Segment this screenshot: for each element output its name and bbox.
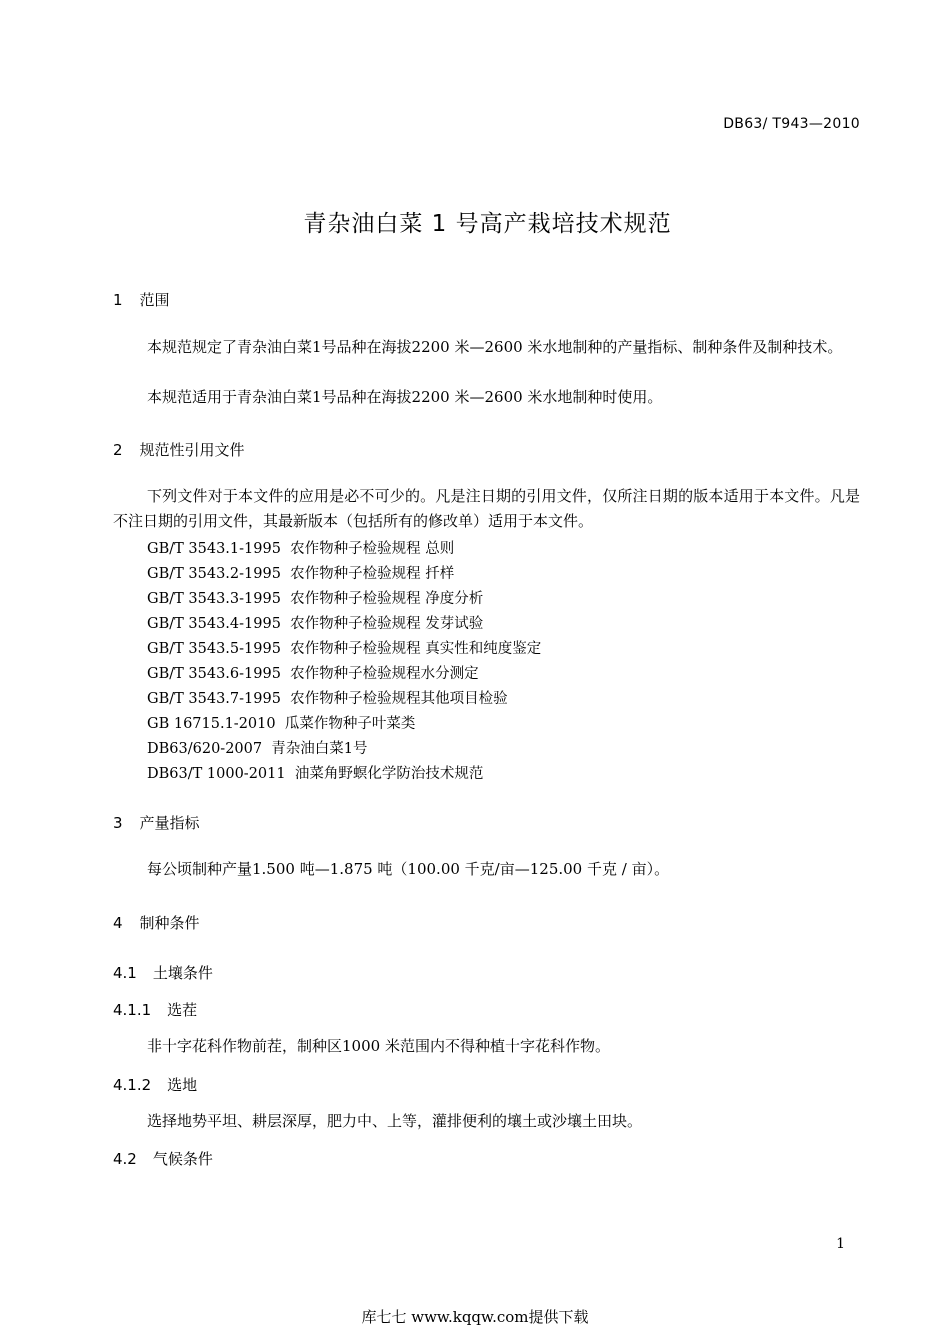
section-4-1-heading [113,962,213,983]
section-number: 3 [113,814,123,832]
section-4-1-1-heading [113,999,197,1020]
yield-paragraph: 每公顷制种产量1.500 吨—1.875 吨（100.00 千克/亩—125.00 千克 / 亩）。 [147,860,670,878]
reference-item: GB/T 3543.3-1995 农作物种子检验规程 净度分析 [147,591,484,607]
footer-watermark: 库七七 www.kqqw.com提供下载 [361,1308,589,1326]
section-1-heading [113,289,170,310]
section-number: 4.2 [113,1150,137,1168]
section-number: 4.1.1 [113,1001,152,1019]
reference-item: GB 16715.1-2010 瓜菜作物种子叶菜类 [147,716,416,732]
land-paragraph: 选择地势平坦、耕层深厚，肥力中、上等，灌排便利的壤土或沙壤土田块。 [147,1112,643,1130]
reference-item: GB/T 3543.1-1995 农作物种子检验规程 总则 [147,541,455,557]
standard-number: DB63/ T943—2010 [723,116,860,132]
stubble-paragraph: 非十字花科作物前茬，制种区1000 米范围内不得种植十字花科作物。 [147,1037,610,1055]
reference-item: GB/T 3543.5-1995 农作物种子检验规程 真实性和纯度鉴定 [147,641,542,657]
section-number: 4.1.2 [113,1076,152,1094]
document-title: 青杂油白菜 1 号高产栽培技术规范 [303,211,672,237]
section-title: 气候条件 [152,1150,213,1168]
reference-item: GB/T 3543.2-1995 农作物种子检验规程 扦样 [147,566,455,582]
section-title: 规范性引用文件 [139,441,245,459]
reference-item: GB/T 3543.6-1995 农作物种子检验规程水分测定 [147,666,479,682]
reference-item: DB63/T 1000-2011 油菜角野螟化学防治技术规范 [147,766,484,782]
section-2-heading [113,439,245,460]
section-4-2-heading [113,1148,213,1169]
section-title: 范围 [139,291,170,309]
section-title: 制种条件 [139,914,200,932]
section-number: 1 [113,291,123,309]
scope-paragraph-1: 本规范规定了青杂油白菜1号品种在海拔2200 米—2600 米水地制种的产量指标、制种条件及制种技术。 [147,338,843,356]
section-number: 4.1 [113,964,137,982]
reference-item: GB/T 3543.4-1995 农作物种子检验规程 发芽试验 [147,616,484,632]
page-number: 1 [836,1236,845,1252]
section-number: 4 [113,914,123,932]
section-3-heading [113,812,200,833]
scope-paragraph-2: 本规范适用于青杂油白菜1号品种在海拔2200 米—2600 米水地制种时使用。 [147,388,663,406]
section-title: 产量指标 [139,814,200,832]
section-title: 土壤条件 [152,964,213,982]
references-intro: 下列文件对于本文件的应用是必不可少的。凡是注日期的引用文件，仅所注日期的版本适用于本文件。凡是不注日期的引用文件，其最新版本（包括所有的修改单）适用于本文件。 [113,487,860,530]
section-title: 选地 [167,1076,198,1094]
section-number: 2 [113,441,123,459]
section-title: 选茬 [167,1001,198,1019]
section-4-1-2-heading [113,1074,197,1095]
section-4-heading [113,912,200,933]
reference-item: DB63/620-2007 青杂油白菜1号 [147,741,368,757]
reference-item: GB/T 3543.7-1995 农作物种子检验规程其他项目检验 [147,691,508,707]
